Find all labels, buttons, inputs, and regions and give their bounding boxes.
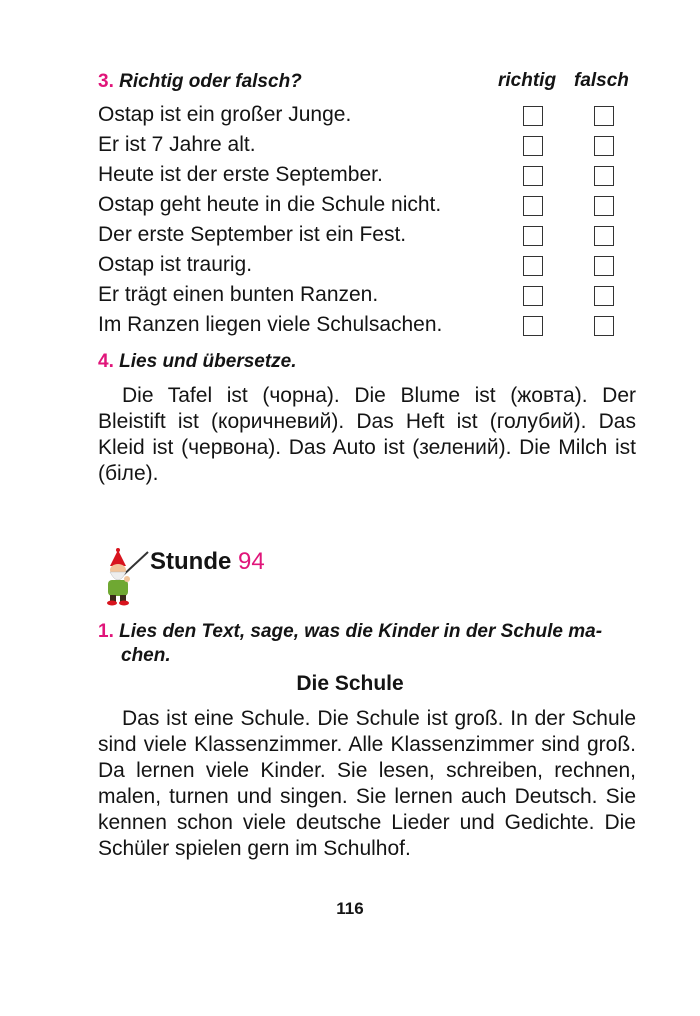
richtig-checkbox[interactable] <box>523 166 543 186</box>
column-header-richtig: richtig <box>498 70 557 91</box>
task-3-number: 3. <box>98 71 114 92</box>
statement-row-3 <box>98 161 638 191</box>
statement-text: Der erste September ist ein Fest. <box>98 223 407 246</box>
statement-row-2 <box>98 131 638 161</box>
task-4-title: Lies und übersetze. <box>119 351 297 372</box>
statement-row-8 <box>98 311 638 341</box>
richtig-checkbox[interactable] <box>523 286 543 306</box>
page-number: 116 <box>336 899 364 918</box>
statement-text: Ostap ist ein großer Junge. <box>98 103 352 126</box>
statement-text: Er ist 7 Jahre alt. <box>98 133 256 156</box>
falsch-checkbox[interactable] <box>594 256 614 276</box>
falsch-checkbox[interactable] <box>594 136 614 156</box>
task-1-title-line1: Lies den Text, sage, was die Kinder in der Schule ma- <box>119 621 603 642</box>
statement-row-1 <box>98 101 638 131</box>
falsch-checkbox[interactable] <box>594 226 614 246</box>
richtig-checkbox[interactable] <box>523 106 543 126</box>
lesson-label: Stunde <box>150 548 232 575</box>
task-4-text: Die Tafel ist (чорна). Die Blume ist (жовта). Der Bleistift ist (коричневий). Das Heft ist (голубий). Das Kleid ist (червона). Das Auto ist (зелений). Die Milch ist (біле). <box>98 384 636 485</box>
richtig-checkbox[interactable] <box>523 226 543 246</box>
statement-text: Er trägt einen bunten Ranzen. <box>98 283 379 306</box>
statement-row-6 <box>98 251 638 281</box>
text-title: Die Schule <box>296 672 404 695</box>
richtig-checkbox[interactable] <box>523 136 543 156</box>
task-4-heading <box>98 350 297 374</box>
falsch-checkbox[interactable] <box>594 286 614 306</box>
statement-row-5 <box>98 221 638 251</box>
statement-text: Im Ranzen liegen viele Schulsachen. <box>98 313 443 336</box>
task-1-title-line2: chen. <box>121 645 171 666</box>
task-3-heading <box>98 70 302 94</box>
falsch-checkbox[interactable] <box>594 106 614 126</box>
lesson-number: 94 <box>238 548 265 575</box>
statement-row-4 <box>98 191 638 221</box>
richtig-checkbox[interactable] <box>523 256 543 276</box>
falsch-checkbox[interactable] <box>594 316 614 336</box>
task-1-number: 1. <box>98 621 114 642</box>
statement-text: Heute ist der erste September. <box>98 163 383 186</box>
task-3-title: Richtig oder falsch? <box>119 71 302 92</box>
falsch-checkbox[interactable] <box>594 166 614 186</box>
richtig-checkbox[interactable] <box>523 316 543 336</box>
task-1-text: Das ist eine Schule. Die Schule ist groß. In der Schule sind viele Klassenzimmer. Alle Klassenzimmer sind groß. Da lernen viele Kinder. Sie lesen, schreiben, rechnen, malen, turnen und singen. Sie lernen auch Deutsch. Sie kennen schon viele deutsche Lieder und Gedichte. Die Schüler spielen gern im Schulhof. <box>98 707 636 860</box>
statement-text: Ostap geht heute in die Schule nicht. <box>98 193 442 216</box>
column-header-falsch: falsch <box>574 70 629 91</box>
statement-text: Ostap ist traurig. <box>98 253 253 276</box>
lesson-heading <box>150 548 265 576</box>
task-4-number: 4. <box>98 351 114 372</box>
gnome-teacher-icon <box>100 548 150 606</box>
falsch-checkbox[interactable] <box>594 196 614 216</box>
statement-row-7 <box>98 281 638 311</box>
task-1-heading <box>98 620 602 644</box>
richtig-checkbox[interactable] <box>523 196 543 216</box>
